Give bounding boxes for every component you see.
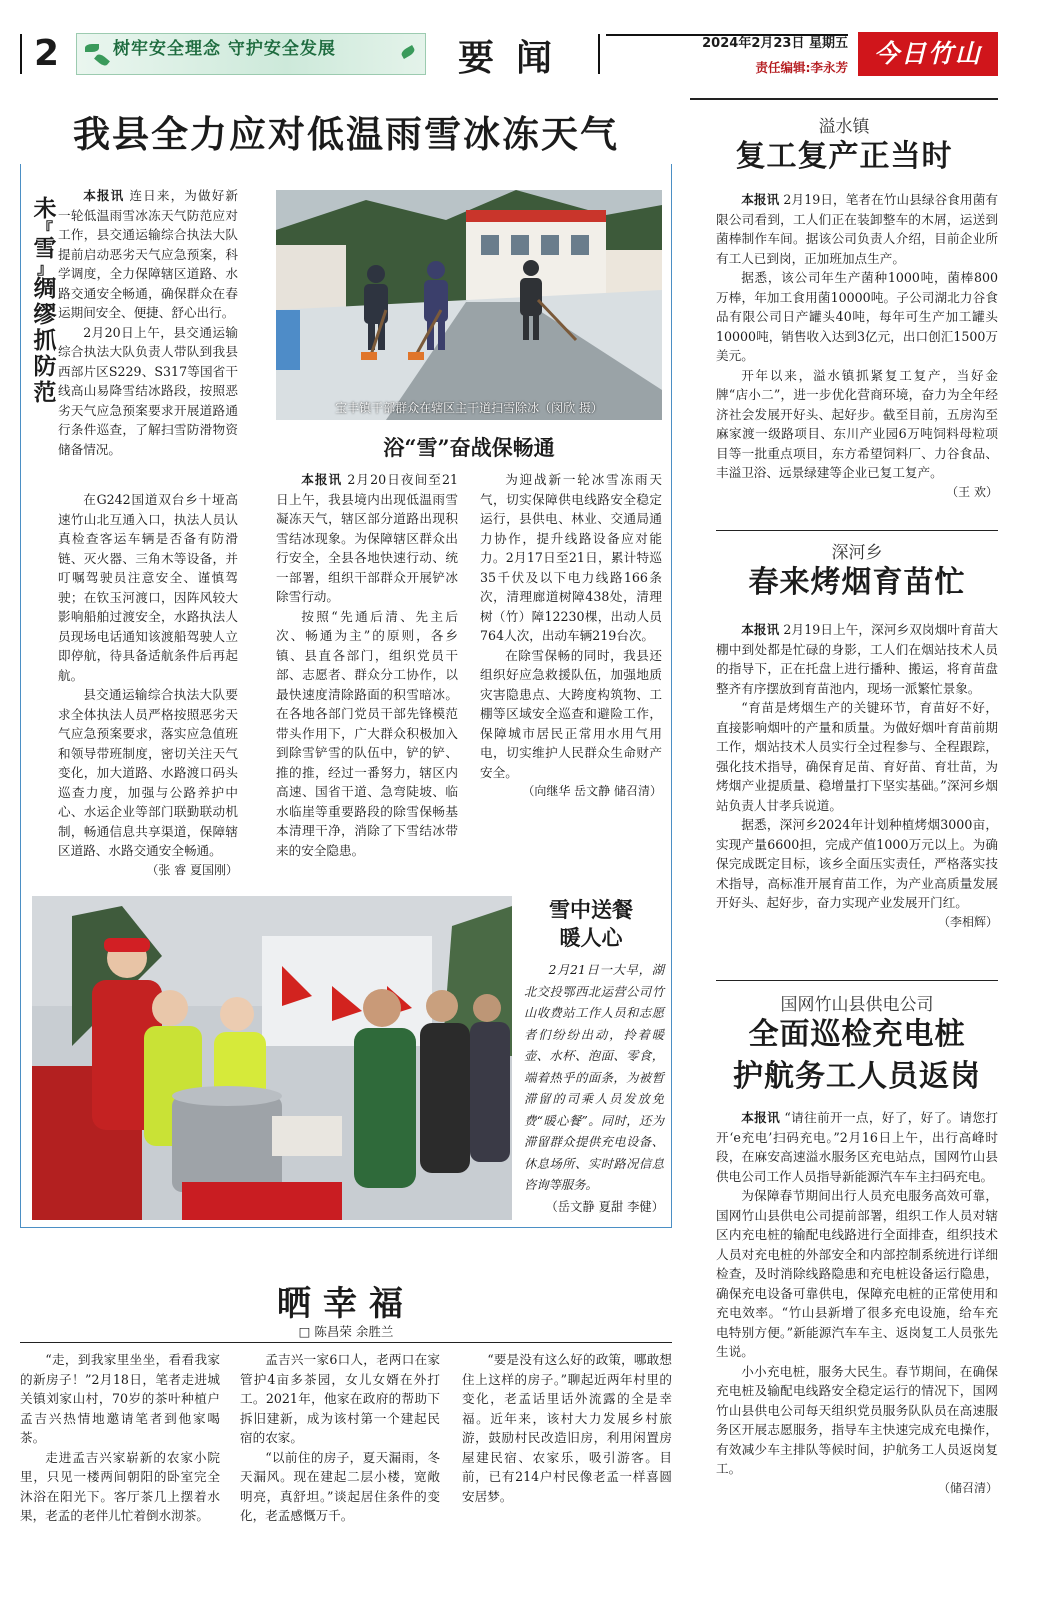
story-paragraph: “育苗是烤烟生产的关键环节，育苗好不好，直接影响烟叶的产量和质量。为做好烟叶育苗前期工作，烟站技术人员实行全过程参与、全程跟踪，强化技术指导，确保育足苗、育好苗、育壮苗，为烤烟产业提质量、稳增量打下坚实基础。”深河乡烟站负责人甘孝兵说道。: [716, 700, 998, 813]
story-kicker: 国网竹山县供电公司: [780, 995, 934, 1015]
page-number: 2: [20, 34, 68, 74]
bottom-paragraph: “以前住的房子，夏天漏雨，冬天漏风。现在建起二层小楼，宽敞明亮，真舒坦。”谈起居住条件的变化，老孟感慨万千。: [240, 1449, 440, 1523]
divider: [20, 1342, 672, 1343]
story-paragraph: 2月19日上午，深河乡双岗烟叶育苗大棚中到处都是忙碌的身影，工人们在烟站技术人员的指导下，正在托盘上进行播种、搬运，将育苗盘整齐有序摆放到育苗池内，现场一派繁忙景象。: [716, 622, 998, 696]
meal-service-illustration: [32, 896, 512, 1220]
bottom-paragraph: 走进孟吉兴家崭新的农家小院里，只见一楼两间朝阳的卧室完全沐浴在阳光下。客厅茶几上摆着水果，老孟的老伴儿忙着倒水沏茶。: [20, 1449, 220, 1523]
snow-clearing-photo: [276, 190, 662, 420]
editor-credit: 责任编辑:李永芳: [755, 60, 848, 75]
story-kicker: 溢水镇: [818, 117, 870, 137]
slogan-banner: [76, 33, 426, 75]
story1-paragraph: 县交通运输综合执法大队要求全体执法人员严格按照恶劣天气应急预案要求，落实应急值班和领导带班制度，密切关注天气变化，加大道路、水路渡口码头巡查力度，加强与公路养护中心、水运企业等部门联勤联动机制，畅通信息共享渠道，保障辖区道路、水路交通安全畅通。: [58, 687, 238, 858]
story-paragraph: 据悉，该公司年生产菌种1000吨，菌棒800万棒，年加工食用菌10000吨。子公司湖北力谷食品有限公司日产罐头40吨，每年可生产加工罐头10000吨，销售收入达到3亿元，出口创汇1500万美元。: [716, 270, 998, 363]
story2-column-1: [276, 470, 458, 860]
story2-column-2: [480, 470, 662, 802]
dateline: 本报讯: [83, 188, 125, 203]
dateline: 本报讯: [741, 622, 780, 637]
photo-caption: 宝丰镇干部群众在辖区主干道扫雪除冰（闵欣 摄）: [335, 401, 603, 415]
story1-byline: （张 睿 夏国刚）: [146, 862, 238, 877]
dateline: 本报讯: [301, 472, 343, 487]
story1-column-2: [58, 490, 238, 880]
story1-paragraph: 在G242国道双台乡十垭高速竹山北互通入口，执法人员认真检查客运车辆是否备有防滑链、灭火器、三角木等设备，并叮嘱驾驶员注意安全、谨慎驾驶；在钦玉河渡口，因阵风较大影响船舶过渡安全，水路执法人员现场电话通知该渡船驾驶人立即停航，待具备适航条件后再起航。: [58, 492, 238, 683]
story2-paragraph: 2月20日夜间至21日上午，我县境内出现低温雨雪凝冻天气，辖区部分道路出现积雪结冰现象。为保障辖区群众出行安全，全县各地快速行动、统一部署，组织干部群众开展铲冰除雪行动。: [276, 472, 458, 604]
side-story-text: 2月21日一大早，湖北交投鄂西北运营公司竹山收费站工作人员和志愿者们纷纷出动，拎着暖壶、水杯、泡面、零食，端着热乎的面条，为被暂滞留的司乘人员发放免费“暖心餐”。同时，还为滞留群众提供充电设备、休息场所、实时路况信息咨询等服务。: [524, 963, 664, 1192]
newspaper-logo: 今日竹山: [858, 32, 998, 76]
divider: [598, 34, 600, 74]
story-byline: （李相辉）: [937, 914, 998, 929]
section-title: 要闻: [458, 37, 575, 79]
story-paragraph: 为保障春节期间出行人员充电服务高效可靠，国网竹山县供电公司提前部署，组织工作人员对辖区内充电桩的输配电线路进行全面排查，组织技术人员对充电桩的外部安全和内部控制系统进行详细检查，及时消除线路隐患和充电桩设备运行隐患，确保充电设备可靠供电，保障充电桩的正常使用和充电效率。“竹山县新增了很多充电设施，给车充电特别方便。”新能源汽车车主、返岗复工人员张先生说。: [716, 1188, 998, 1359]
dateline: 本报讯: [741, 1110, 781, 1125]
divider: [690, 98, 998, 100]
side-story-title: 雪中送餐 暖人心: [549, 897, 633, 950]
story-headline: 全面巡检充电桩 护航务工人员返岗: [733, 1017, 981, 1094]
story2-byline: （向继华 岳文静 储召清）: [522, 784, 662, 798]
story-headline: 春来烤烟育苗忙: [748, 565, 966, 600]
snow-clearing-illustration: [276, 190, 662, 420]
story1-paragraph: 2月20日上午，县交通运输综合执法大队负责人带队到我县西部片区S229、S317等国省干线高山易降雪结冰路段，按照恶劣天气应急预案要求开展道路通行条件巡查，了解扫雪防滑物资储备情况。: [58, 324, 238, 457]
story2-paragraph: 按照“先通后清、先主后次、畅通为主”的原则，各乡镇、县直各部门，组织党员干部、志愿者、群众分工协作，以最快速度清除路面的积雪暗冰。在各地各部门党员干部先锋模范带头作用下，广大群众积极加入到除雪铲雪的队伍中，铲的铲、推的推，经过一番努力，辖区内高速、国省干道、急弯陡坡、临水临崖等重要路段的除雪保畅基本清理干净，消除了下雪结冰带来的安全隐患。: [276, 608, 458, 858]
story1-column: [58, 186, 238, 459]
story-paragraph: 据悉，深河乡2024年计划种植烤烟3000亩，实现产量6600担，完成产值1000万元以上。为确保完成既定目标，该乡全面压实责任，严格落实技术指导，高标准开展育苗工作，为产业高质量发展开好头、起好步，奋力实现产业发展开门红。: [716, 817, 998, 910]
story2-subhead: 浴“雪”奋战保畅通: [383, 435, 555, 460]
divider: [716, 980, 998, 981]
story1-paragraph: 连日来，为做好新一轮低温雨雪冰冻天气防范应对工作，县交通运输综合执法大队提前启动恶劣天气应急预案，科学调度，全力保障辖区道路、水路交通安全畅通，确保群众在春运期间安全、便捷、舒心出行。: [58, 188, 239, 320]
story2-paragraph: 在除雪保畅的同时，我县还组织好应急救援队伍，加强地质灾害隐患点、大跨度构筑物、工棚等区域安全巡查和避险工作，保障城市居民正常用水用气用电，切实维护人民群众生命财产安全。: [480, 647, 662, 780]
story-paragraph: 小小充电桩，服务大民生。春节期间，在确保充电桩及输配电线路安全稳定运行的情况下，国网竹山县供电公司每天组织党员服务队队员在高速服务区开展志愿服务，指导车主快速完成充电操作，有效减少车主排队等候时间，护航务工人员返岗复工。: [716, 1363, 998, 1476]
slogan-text: 树牢安全理念 守护安全发展: [113, 39, 336, 59]
right-story-3: [716, 1108, 998, 1498]
side-story-byline: （岳文静 夏甜 李健）: [545, 1199, 664, 1214]
vertical-subhead: 未 『 雪 』 绸 缪 抓 防 范: [33, 195, 57, 406]
issue-date: 2024年2月23日 星期五: [606, 34, 848, 52]
bottom-column-1: [20, 1350, 220, 1526]
bottom-column-2: [240, 1350, 440, 1526]
leaf-icon: [85, 44, 99, 52]
main-headline: 我县全力应对低温雨雪冰冻天气: [20, 104, 672, 164]
bottom-paragraph: “走，到我家里坐坐，看看我家的新房子！”2月18日，笔者走进城关镇刘家山村，70岁的茶叶种植户孟吉兴热情地邀请笔者到他家喝茶。: [20, 1352, 220, 1445]
bottom-paragraph: “要是没有这么好的政策，哪敢想住上这样的房子。”聊起近两年村里的变化，老孟话里话外流露的全是幸福。近年来，该村大力发展乡村旅游，鼓励村民改造旧房，利用闲置房屋建民宿、农家乐，吸引游客。目前，已有214户村民像老孟一样喜圆安居梦。: [462, 1352, 672, 1504]
story-paragraph: 2月19日，笔者在竹山县绿谷食用菌有限公司看到，工人们正在装卸整车的木屑，运送到菌棒制作车间。据该公司负责人介绍，目前企业所有工人已到岗，正加班加点生产。: [716, 192, 998, 266]
leaf-icon: [94, 52, 110, 67]
bottom-headline: 晒幸福: [277, 1284, 415, 1324]
right-story-2: [716, 620, 998, 932]
story-byline: （王 欢）: [946, 484, 998, 499]
story-byline: （储召清）: [937, 1480, 998, 1495]
story-kicker: 深河乡: [831, 543, 883, 563]
dateline: 本报讯: [741, 192, 780, 207]
story-headline: 复工复产正当时: [735, 139, 953, 174]
bottom-paragraph: 孟吉兴一家6口人，老两口在家管护4亩多茶园，女儿女婿在外打工。2021年，他家在政府的帮助下拆旧建新，成为该村第一个建起民宿的农家。: [240, 1352, 440, 1445]
meal-service-photo: [32, 896, 512, 1220]
bottom-author: □ 陈昌荣 余胜兰: [298, 1324, 394, 1339]
story-paragraph: 开年以来，溢水镇抓紧复工复产，当好金牌“店小二”，进一步优化营商环境，奋力为全年经济社会发展开好头、起好步。截至目前，五房沟至麻家渡一级路项目、东川产业园6万吨饲料母粒项目等一批重点项目，东方希望饲料厂、力谷食品、丰溢卫浴、远景绿建等企业已复工复产。: [716, 367, 998, 480]
divider: [716, 530, 998, 531]
side-story: [524, 960, 664, 1218]
bottom-column-3: [462, 1350, 672, 1506]
story-paragraph: “请往前开一点，好了，好了。请您打开‘e充电’扫码充电。”2月16日上午，出行高峰时段，在麻安高速溢水服务区充电站点，国网竹山县供电公司工作人员指导新能源汽车车主扫码充电。: [716, 1110, 998, 1184]
right-story-1: [716, 190, 998, 502]
story2-paragraph: 为迎战新一轮冰雪冻雨天气，切实保障供电线路安全稳定运行，县供电、林业、交通局通力协作，提升线路设备应对能力。2月17日至21日，累计特巡35千伏及以下电力线路166条次，清理廊道树障438处，清理树（竹）障12230棵，出动人员764人次，出动车辆219台次。: [480, 472, 662, 643]
